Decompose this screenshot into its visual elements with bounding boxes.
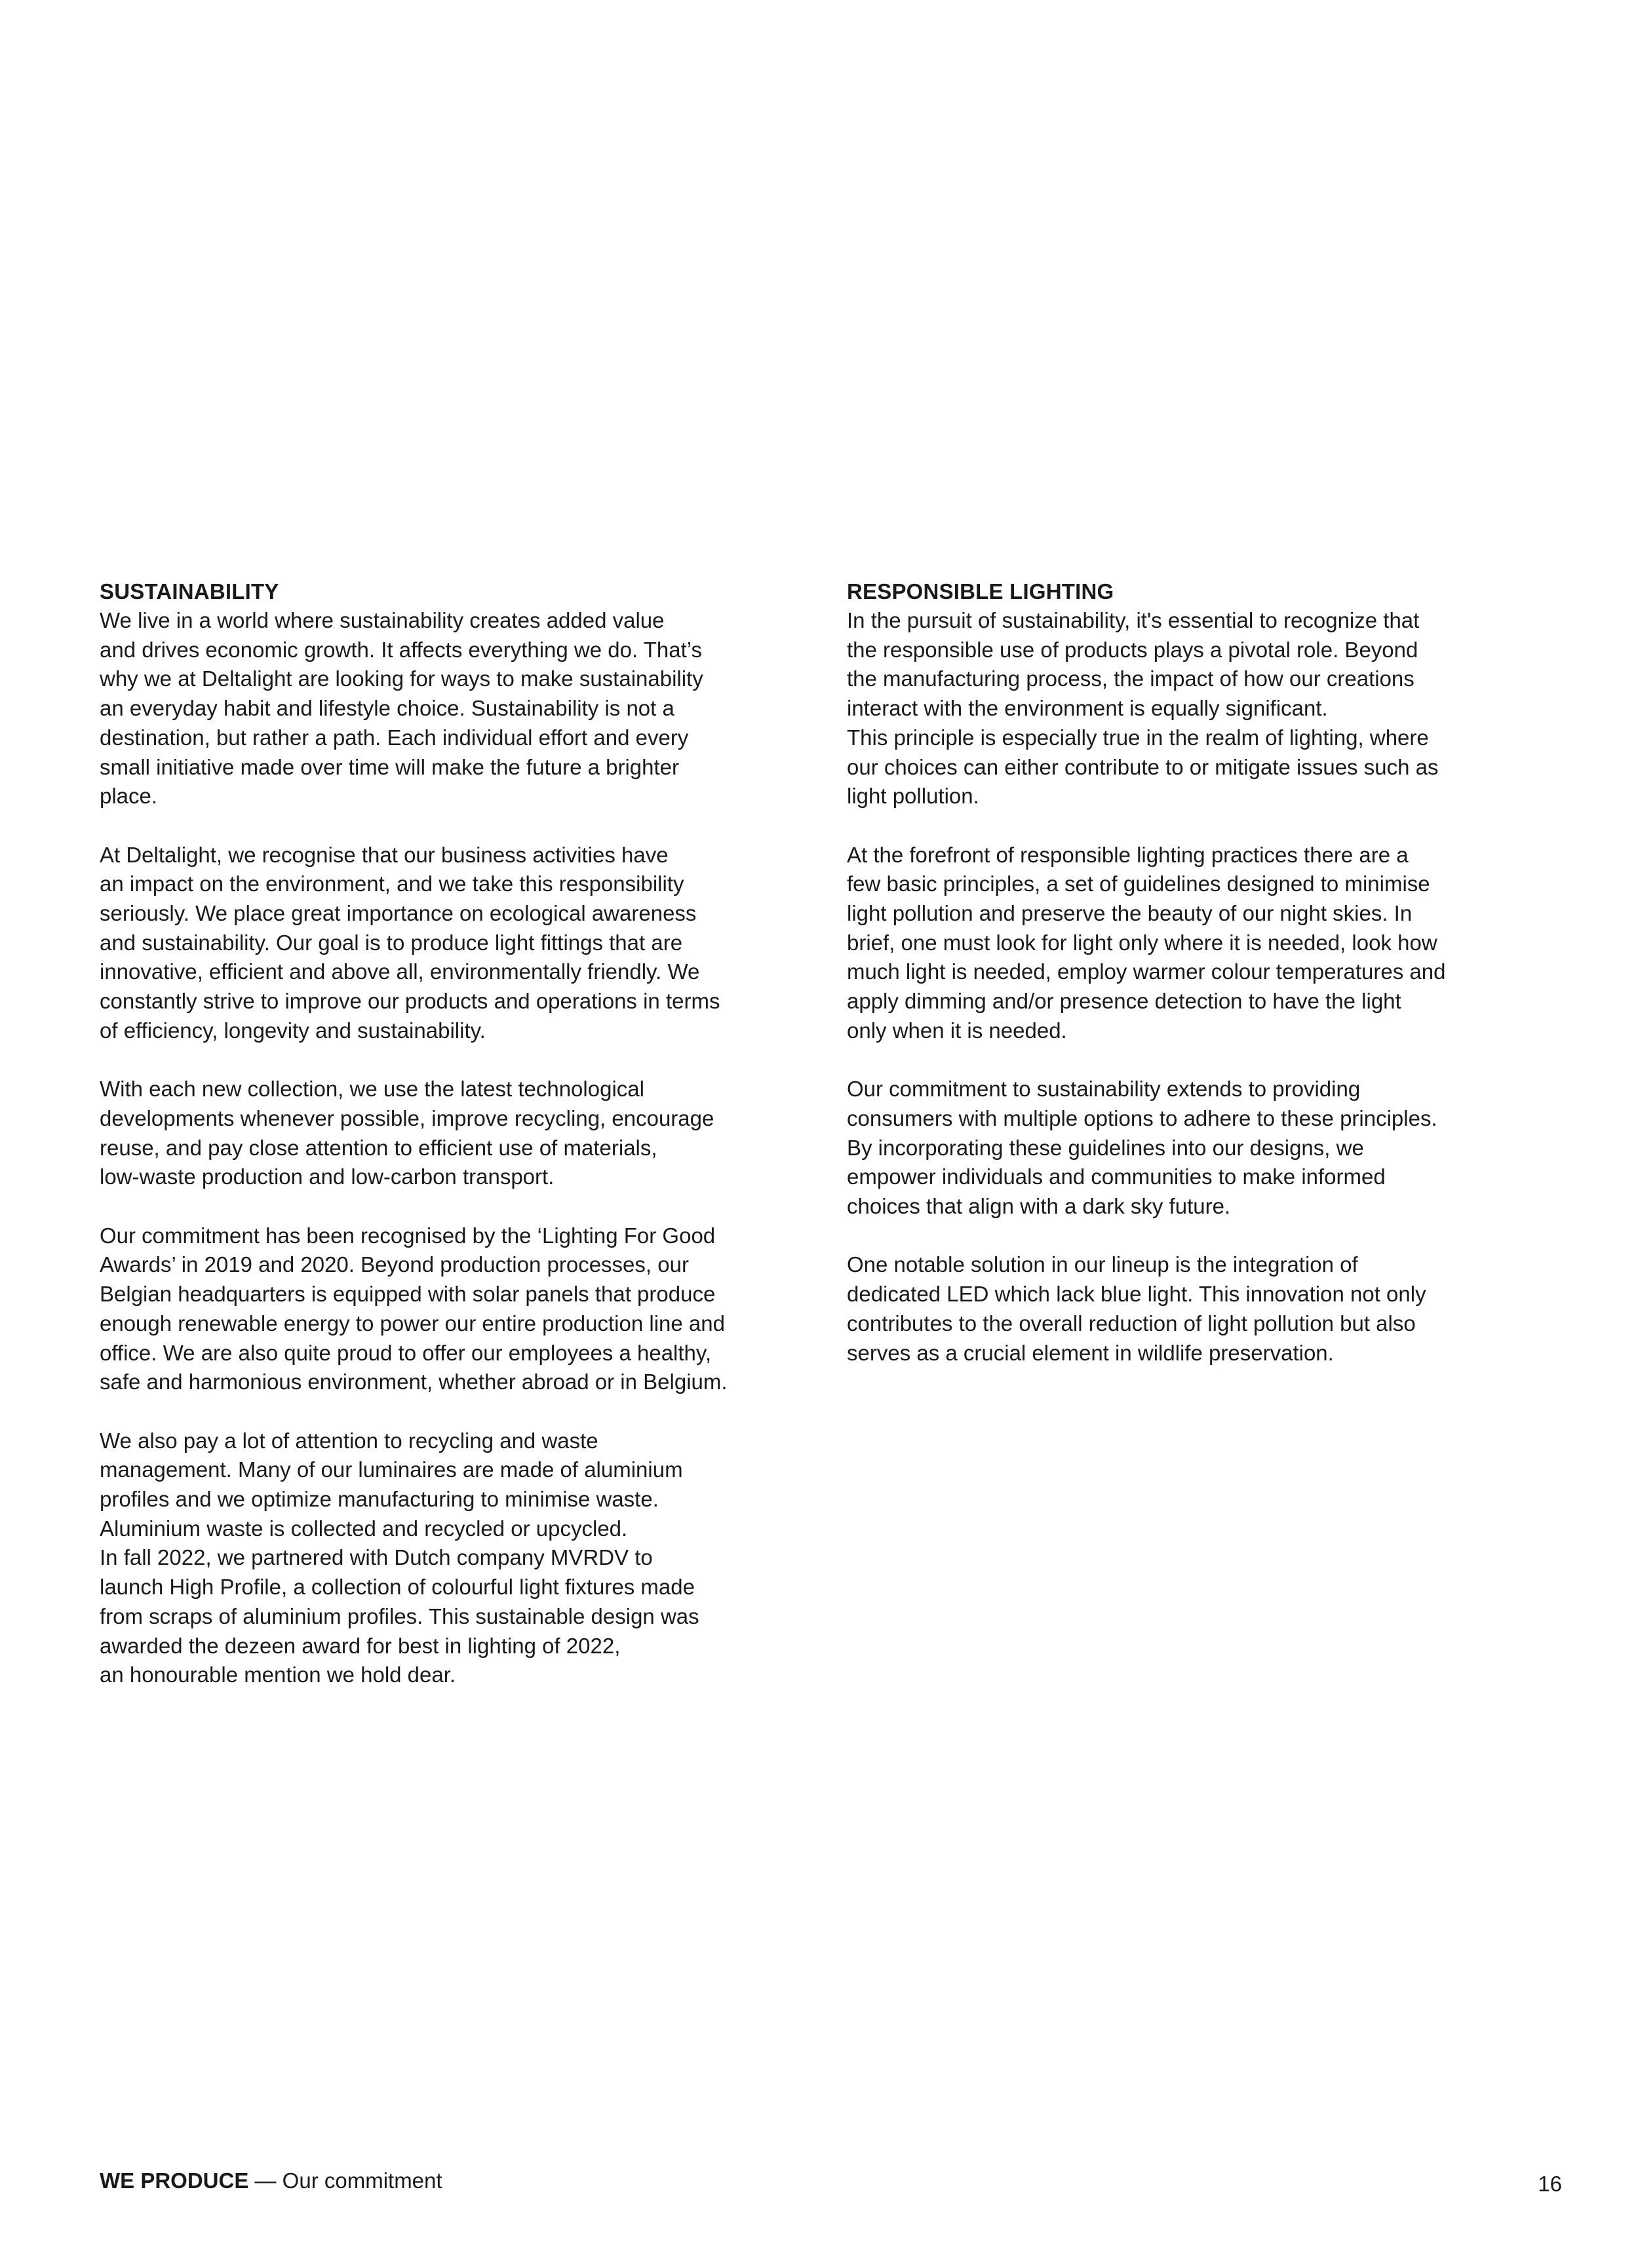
sustainability-column	[100, 577, 814, 1690]
sustainability-paragraph-4: Our commitment has been recognised by the ‘Lighting For Good Awards’ in 2019 and 2020. Beyond production processes, our Belgian headquarters is equipped with solar panels that produce enough renewable energy to power our entire production line and office. We are also quite proud to offer our employees a healthy, safe and harmonious environment, whether abroad or in Belgium.	[100, 1223, 728, 1394]
sustainability-paragraph-3: With each new collection, we use the latest technological developments whenever possible, improve recycling, encourage reuse, and pay close attention to efficient use of materials, low-waste production and low-carbon transport.	[100, 1077, 714, 1189]
sustainability-paragraph-1: We live in a world where sustainability creates added value and drives economic growth. It affects everything we do. That’s why we at Deltalight are looking for ways to make sustainability an everyday habit and lifestyle choice. Sustainability is not a destination, but rather a path. Each individual effort and every small initiative made over time will make the future a brighter place.	[100, 608, 703, 809]
sustainability-paragraph-2: At Deltalight, we recognise that our business activities have an impact on the environment, and we take this responsibility seriously. We place great importance on ecological awareness and sustainability. Our goal is to produce light fittings that are innovative, efficient and above all, environmentally friendly. We constantly strive to improve our products and operations in terms of efficiency, longevity and sustainability.	[100, 842, 720, 1043]
page-footer	[100, 2166, 442, 2195]
footer-section-title: WE PRODUCE	[100, 2168, 249, 2193]
responsible-lighting-heading: RESPONSIBLE LIGHTING	[847, 579, 1114, 604]
responsible-lighting-paragraph-3: Our commitment to sustainability extends to providing consumers with multiple options to adhere to these principles. By incorporating these guidelines into our designs, we empower individuals and communities to make informed choices that align with a dark sky future.	[847, 1077, 1437, 1219]
responsible-lighting-column	[847, 577, 1542, 1368]
responsible-lighting-paragraph-1: In the pursuit of sustainability, it's essential to recognize that the responsible use of products plays a pivotal role. Beyond the manufacturing process, the impact of how our creations interact with the environment is equally significant. This principle is especially true in the realm of lighting, where our choices can either contribute to or mitigate issues such as light pollution.	[847, 608, 1439, 809]
responsible-lighting-paragraph-2: At the forefront of responsible lighting practices there are a few basic principles, a set of guidelines designed to minimise light pollution and preserve the beauty of our night skies. In brief, one must look for light only where it is needed, look how much light is needed, employ warmer colour temperatures and apply dimming and/or presence detection to have the light only when it is needed.	[847, 842, 1446, 1043]
sustainability-heading: SUSTAINABILITY	[100, 579, 279, 604]
responsible-lighting-paragraph-4: One notable solution in our lineup is the integration of dedicated LED which lack blue light. This innovation not only contributes to the overall reduction of light pollution but also serves as a crucial element in wildlife preservation.	[847, 1252, 1426, 1365]
footer-subtitle: — Our commitment	[248, 2168, 442, 2193]
page-number: 16	[1538, 2172, 1562, 2196]
sustainability-paragraph-5: We also pay a lot of attention to recycling and waste management. Many of our luminaires are made of aluminium profiles and we optimize manufacturing to minimise waste. Aluminium waste is collected and recycled or upcycled. In fall 2022, we partnered with Dutch company MVRDV to launch High Profile, a collection of colourful light fixtures made from scraps of aluminium profiles. This sustainable design was awarded the dezeen award for best in lighting of 2022, an honourable mention we hold dear.	[100, 1428, 699, 1687]
